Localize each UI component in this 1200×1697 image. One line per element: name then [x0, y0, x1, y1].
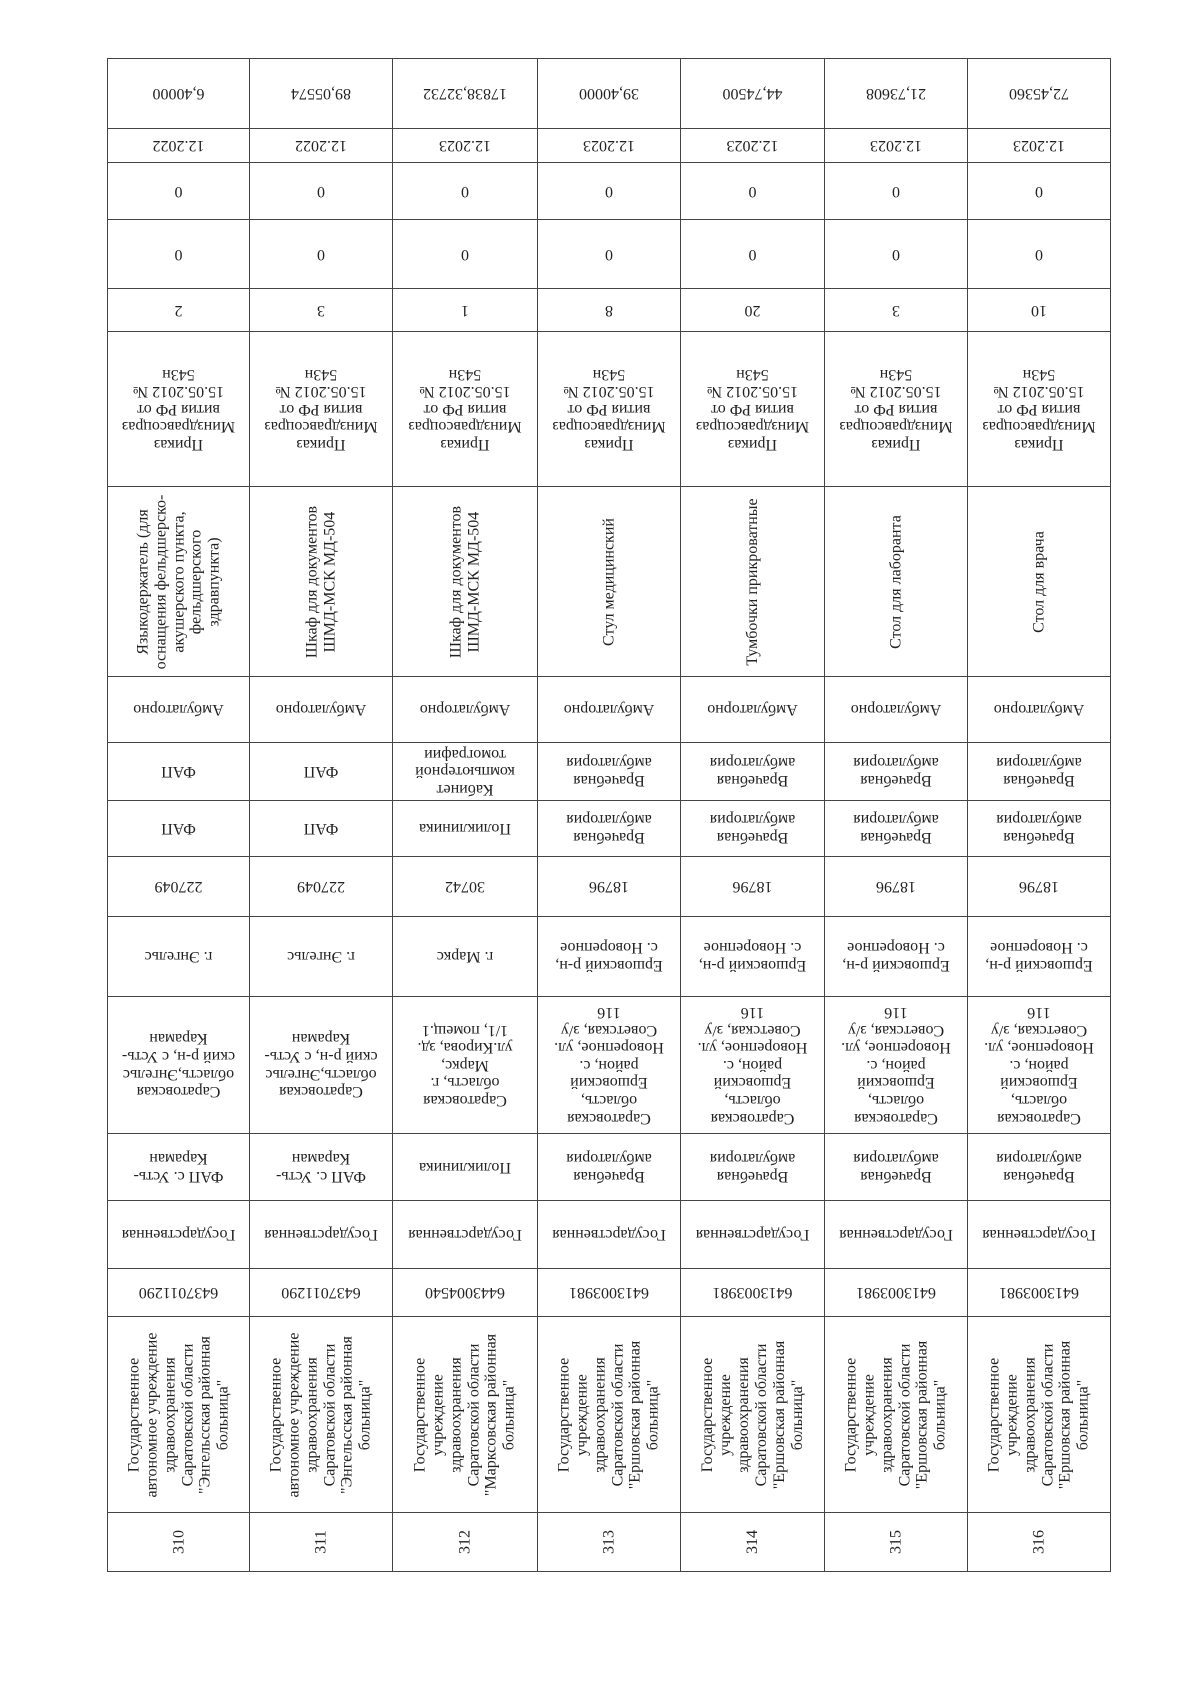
cell-text: Амбулаторно	[133, 701, 224, 719]
table-cell-care-type	[968, 676, 1110, 742]
cell-text: Тумбочки прикроватные	[743, 497, 761, 666]
table-cell-locality	[250, 916, 392, 996]
cell-text: 311	[312, 1530, 330, 1554]
table-cell-avail-b	[393, 162, 537, 219]
table-cell-avail-b	[968, 162, 1110, 219]
table-cell-unit	[538, 742, 680, 800]
cell-text: Ершовский р-н, с. Новорепное	[555, 939, 663, 975]
cell-text: 12.2023	[726, 137, 779, 155]
cell-text: 0	[461, 182, 469, 200]
table-cell-subdivision	[538, 1133, 680, 1200]
table-cell-institution	[538, 1316, 680, 1512]
cell-text: Государственное автономное учреждение здравоохранения Саратовской области "Энгельсская районная больница"	[267, 1332, 374, 1497]
cell-text: Врачебная амбулатория	[853, 1150, 939, 1185]
cell-text: Стол для лаборанта	[887, 514, 905, 649]
table-cell-address	[968, 996, 1110, 1133]
cell-text: 6437011290	[138, 1284, 219, 1302]
table-cell-care-type	[538, 676, 680, 742]
cell-text: 0	[174, 182, 183, 200]
table-cell-inn	[825, 1268, 967, 1316]
cell-text: 0	[748, 245, 757, 263]
cell-text: 0	[892, 182, 900, 200]
table-cell-standard	[538, 331, 680, 486]
cell-text: Саратовская область, г. Маркс, ул.Кирова, зд. 1/1, помещ.1	[417, 1021, 513, 1109]
cell-text: 0	[748, 182, 757, 200]
cell-text: 313	[600, 1530, 618, 1554]
table-cell-care-profile	[538, 800, 680, 856]
cell-text: Языкодержатель (для оснащения фельдшерско- акушерского пункта, фельдшерского здравпункта)	[133, 494, 223, 669]
cell-text: 17838,32732	[423, 85, 507, 103]
cell-text: 0	[1035, 245, 1043, 263]
cell-text: Саратовская область,Энгельс ский р-н, с Усть- Караман	[264, 1030, 378, 1101]
table-cell-inn	[681, 1268, 824, 1316]
cell-text: 89,05574	[291, 85, 351, 103]
cell-text: 0	[892, 245, 900, 263]
table-cell-avail-b	[108, 162, 249, 219]
table-cell-locality	[393, 916, 537, 996]
table-cell-care-profile	[968, 800, 1110, 856]
table-cell-care-type	[250, 676, 392, 742]
table-cell-standard	[681, 331, 824, 486]
table-cell-equipment	[825, 486, 967, 676]
cell-text: Государственное учреждение здравоохранения Саратовской области "Ершовская районная больница"	[555, 1340, 662, 1489]
table-cell-need	[968, 288, 1110, 331]
cell-text: Кабинет компьютерной томографии	[415, 745, 515, 798]
table-cell-num	[681, 1512, 824, 1572]
table-cell-avail-b	[538, 162, 680, 219]
table-cell-unit	[393, 742, 537, 800]
table-cell-locality	[825, 916, 967, 996]
cell-text: Шкаф для документов ШМД-МСК МД-504	[447, 505, 482, 658]
cell-text: Амбулаторно	[419, 701, 511, 719]
table-cell-equipment	[968, 486, 1110, 676]
cell-text: Государственная	[982, 1226, 1096, 1244]
table-cell-population	[681, 856, 824, 916]
table-cell-inn	[968, 1268, 1110, 1316]
cell-text: 18796	[732, 878, 773, 896]
table-cell-term	[538, 128, 680, 162]
table-cell-population	[968, 856, 1110, 916]
table-cell-num	[968, 1512, 1110, 1572]
cell-text: 12.2023	[583, 137, 635, 155]
cell-text: 6,40000	[152, 85, 205, 103]
cell-text: Амбулаторно	[993, 701, 1085, 719]
table-cell-term	[681, 128, 824, 162]
cell-text: 314	[743, 1530, 761, 1554]
table-cell-need	[393, 288, 537, 331]
cell-text: Стул медицинский	[600, 517, 618, 646]
cell-text: Саратовская область,Энгельс ский р-н, с Усть- Караман	[121, 1030, 236, 1101]
cell-text: Приказ Минздравсоцраз вития РФ от 15.05.2012 № 543н	[839, 365, 953, 453]
cell-text: 310	[169, 1530, 187, 1554]
table-cell-avail-a	[538, 219, 680, 288]
cell-text: 3	[892, 301, 900, 319]
cell-text: Саратовская область, Ершовский район, с. Новорепное, ул. Советская, з/у 116	[697, 1004, 808, 1127]
cell-text: 30742	[445, 878, 485, 896]
table-cell-avail-b	[250, 162, 392, 219]
cell-text: Государственная	[408, 1226, 522, 1244]
cell-text: Врачебная амбулатория	[709, 1150, 796, 1185]
cell-text: Врачебная амбулатория	[996, 1150, 1082, 1185]
table-cell-standard	[250, 331, 392, 486]
cell-text: 12.2023	[1013, 137, 1065, 155]
cell-text: г. Энгельс	[287, 948, 355, 966]
table-cell-care-type	[681, 676, 824, 742]
cell-text: Амбулаторно	[707, 701, 798, 719]
table-row	[250, 58, 393, 1572]
cell-text: Поликлиника	[419, 1158, 511, 1176]
table-cell-cost	[681, 58, 824, 128]
table-cell-ownership	[108, 1200, 249, 1268]
cell-text: 6443004540	[425, 1284, 505, 1302]
table-cell-need	[538, 288, 680, 331]
cell-text: 0	[605, 182, 613, 200]
cell-text: г. Маркс	[436, 948, 494, 966]
table-cell-institution	[250, 1316, 392, 1512]
cell-text: Врачебная амбулатория	[709, 754, 796, 790]
table-row	[107, 58, 250, 1572]
table-row	[968, 58, 1111, 1572]
cell-text: 72,45360	[1009, 85, 1069, 103]
cell-text: Врачебная амбулатория	[566, 1150, 652, 1185]
cell-text: Саратовская область, Ершовский район, с. Новорепное, ул. Советская, з/у 116	[984, 1004, 1094, 1127]
cell-text: 18796	[876, 878, 916, 896]
cell-text: Государственная	[839, 1226, 953, 1244]
table-cell-num	[538, 1512, 680, 1572]
table-cell-ownership	[250, 1200, 392, 1268]
cell-text: 6413003981	[999, 1284, 1079, 1302]
cell-text: 12.2022	[295, 137, 347, 155]
table-cell-care-profile	[250, 800, 392, 856]
table-cell-locality	[108, 916, 249, 996]
cell-text: Ершовский р-н, с. Новорепное	[842, 939, 950, 975]
table-cell-unit	[968, 742, 1110, 800]
table-cell-equipment	[538, 486, 680, 676]
table-cell-num	[393, 1512, 537, 1572]
table-cell-equipment	[681, 486, 824, 676]
cell-text: Ершовский р-н, с. Новорепное	[985, 939, 1093, 975]
cell-text: ФАП	[303, 763, 339, 781]
table-cell-ownership	[968, 1200, 1110, 1268]
cell-text: Государственная	[264, 1226, 378, 1244]
table-cell-locality	[538, 916, 680, 996]
cell-text: 6413003981	[569, 1284, 649, 1302]
table-cell-inn	[108, 1268, 249, 1316]
table-row	[538, 58, 681, 1572]
cell-text: 0	[317, 182, 325, 200]
table-cell-unit	[681, 742, 824, 800]
table-cell-avail-a	[250, 219, 392, 288]
cell-text: Приказ Минздравсоцраз вития РФ от 15.05.2012 № 543н	[695, 365, 810, 453]
table-cell-need	[681, 288, 824, 331]
cell-text: Приказ Минздравсоцраз вития РФ от 15.05.2012 № 543н	[982, 365, 1096, 453]
cell-text: г. Энгельс	[144, 948, 213, 966]
table-cell-care-type	[108, 676, 249, 742]
table-cell-avail-a	[393, 219, 537, 288]
table-cell-population	[538, 856, 680, 916]
table-cell-institution	[108, 1316, 249, 1512]
table-row	[681, 58, 825, 1572]
cell-text: Амбулаторно	[850, 701, 942, 719]
cell-text: ФАП	[303, 820, 339, 838]
cell-text: Государственное учреждение здравоохранения Саратовской области "Ершовская районная больница"	[985, 1340, 1092, 1489]
cell-text: 315	[887, 1530, 905, 1554]
table-cell-avail-a	[825, 219, 967, 288]
table-cell-need	[825, 288, 967, 331]
cell-text: 39,40000	[579, 85, 639, 103]
cell-text: Государственная	[552, 1226, 666, 1244]
table-cell-cost	[108, 58, 249, 128]
cell-text: 12.2022	[152, 137, 205, 155]
table-cell-ownership	[825, 1200, 967, 1268]
cell-text: Врачебная амбулатория	[566, 811, 652, 847]
table-cell-institution	[968, 1316, 1110, 1512]
table-cell-standard	[393, 331, 537, 486]
table-cell-unit	[108, 742, 249, 800]
cell-text: Врачебная амбулатория	[853, 811, 939, 847]
table-cell-population	[825, 856, 967, 916]
table-cell-subdivision	[250, 1133, 392, 1200]
table-cell-avail-b	[825, 162, 967, 219]
table-cell-care-profile	[681, 800, 824, 856]
table-cell-cost	[968, 58, 1110, 128]
table-cell-address	[825, 996, 967, 1133]
cell-text: 20	[744, 301, 761, 319]
cell-text: 0	[605, 245, 613, 263]
cell-text: Приказ Минздравсоцраз вития РФ от 15.05.2012 № 543н	[408, 365, 522, 453]
table-cell-avail-b	[681, 162, 824, 219]
table-cell-population	[250, 856, 392, 916]
cell-text: Ершовский р-н, с. Новорепное	[698, 939, 807, 975]
table-cell-address	[681, 996, 824, 1133]
cell-text: Саратовская область, Ершовский район, с. Новорепное, ул. Советская, з/у 116	[554, 1004, 664, 1127]
table-cell-ownership	[538, 1200, 680, 1268]
cell-text: Государственное учреждение здравоохранения Саратовской области "Ершовская районная больница"	[842, 1340, 949, 1489]
table-cell-locality	[968, 916, 1110, 996]
table-cell-subdivision	[825, 1133, 967, 1200]
cell-text: Врачебная амбулатория	[996, 754, 1082, 790]
table-cell-cost	[538, 58, 680, 128]
cell-text: 312	[456, 1530, 474, 1554]
table-cell-num	[250, 1512, 392, 1572]
cell-text: 18796	[589, 878, 629, 896]
cell-text: 6437011290	[281, 1284, 361, 1302]
cell-text: Государственное учреждение здравоохранения Саратовской области "Марксовская районная больница"	[411, 1333, 518, 1496]
table-cell-standard	[825, 331, 967, 486]
table-row	[825, 58, 968, 1572]
table-cell-locality	[681, 916, 824, 996]
table-cell-equipment	[250, 486, 392, 676]
table-row	[393, 58, 538, 1572]
cell-text: 227049	[154, 878, 203, 896]
cell-text: Приказ Минздравсоцраз вития РФ от 15.05.2012 № 543н	[552, 365, 666, 453]
table-cell-term	[968, 128, 1110, 162]
cell-text: Амбулаторно	[275, 701, 367, 719]
cell-text: Государственная	[695, 1226, 810, 1244]
cell-text: 0	[174, 245, 183, 263]
cell-text: Поликлиника	[419, 820, 511, 838]
table-cell-cost	[825, 58, 967, 128]
table-cell-address	[250, 996, 392, 1133]
cell-text: Амбулаторно	[563, 701, 655, 719]
cell-text: 0	[461, 245, 469, 263]
table-cell-avail-a	[108, 219, 249, 288]
cell-text: Государственная	[121, 1226, 236, 1244]
table-cell-care-profile	[825, 800, 967, 856]
table-cell-ownership	[393, 1200, 537, 1268]
cell-text: Врачебная амбулатория	[566, 754, 652, 790]
cell-text: Врачебная амбулатория	[853, 754, 939, 790]
table-cell-care-profile	[108, 800, 249, 856]
table-cell-need	[250, 288, 392, 331]
cell-text: ФАП с. Усть- Караман	[276, 1150, 366, 1185]
cell-text: Шкаф для документов ШМД-МСК МД-504	[303, 505, 338, 658]
table-cell-institution	[681, 1316, 824, 1512]
cell-text: 0	[1035, 182, 1043, 200]
cell-text: 18796	[1019, 878, 1059, 896]
cell-text: Врачебная амбулатория	[709, 811, 796, 847]
table-cell-population	[393, 856, 537, 916]
cell-text: 6413003981	[856, 1284, 936, 1302]
table-cell-subdivision	[681, 1133, 824, 1200]
table-cell-institution	[825, 1316, 967, 1512]
cell-text: 227049	[297, 878, 345, 896]
table-cell-unit	[825, 742, 967, 800]
table-cell-care-type	[393, 676, 537, 742]
cell-text: ФАП	[161, 763, 196, 781]
table-cell-need	[108, 288, 249, 331]
cell-text: Государственное автономное учреждение здравоохранения Саратовской области "Энгельсская районная больница"	[124, 1332, 232, 1497]
cell-text: Государственное учреждение здравоохранения Саратовской области "Ершовская районная больница"	[698, 1340, 806, 1489]
table-cell-avail-a	[681, 219, 824, 288]
table-cell-inn	[538, 1268, 680, 1316]
table-cell-inn	[250, 1268, 392, 1316]
table-cell-subdivision	[393, 1133, 537, 1200]
cell-text: 10	[1031, 301, 1047, 319]
table-cell-equipment	[393, 486, 537, 676]
table-cell-standard	[108, 331, 249, 486]
table-cell-inn	[393, 1268, 537, 1316]
cell-text: Врачебная амбулатория	[996, 811, 1082, 847]
table-cell-ownership	[681, 1200, 824, 1268]
table-cell-address	[108, 996, 249, 1133]
cell-text: Саратовская область, Ершовский район, с. Новорепное, ул. Советская, з/у 116	[841, 1004, 951, 1127]
table-cell-institution	[393, 1316, 537, 1512]
cell-text: 12.2023	[439, 137, 491, 155]
table-cell-cost	[393, 58, 537, 128]
table-cell-address	[538, 996, 680, 1133]
table-cell-term	[393, 128, 537, 162]
table-cell-care-type	[825, 676, 967, 742]
table-cell-subdivision	[968, 1133, 1110, 1200]
table-cell-address	[393, 996, 537, 1133]
table-cell-num	[825, 1512, 967, 1572]
table-cell-avail-a	[968, 219, 1110, 288]
cell-text: 316	[1030, 1530, 1048, 1554]
cell-text: 12.2023	[870, 137, 922, 155]
table-cell-num	[108, 1512, 249, 1572]
cell-text: 2	[174, 301, 183, 319]
cell-text: 44,74500	[722, 85, 783, 103]
table-cell-cost	[250, 58, 392, 128]
table-cell-equipment	[108, 486, 249, 676]
cell-text: ФАП	[161, 820, 196, 838]
cell-text: Приказ Минздравсоцраз вития РФ от 15.05.2012 № 543н	[121, 365, 236, 453]
cell-text: 6413003981	[712, 1284, 793, 1302]
table-cell-standard	[968, 331, 1110, 486]
cell-text: 0	[317, 245, 325, 263]
cell-text: 1	[461, 301, 469, 319]
cell-text: 8	[605, 301, 613, 319]
cell-text: Стол для врача	[1030, 530, 1048, 633]
cell-text: 3	[317, 301, 325, 319]
table-cell-unit	[250, 742, 392, 800]
table-cell-term	[108, 128, 249, 162]
table-cell-population	[108, 856, 249, 916]
cell-text: ФАП с. Усть- Караман	[133, 1150, 224, 1185]
table-cell-term	[825, 128, 967, 162]
table-cell-term	[250, 128, 392, 162]
cell-text: 21,73608	[866, 85, 926, 103]
table-cell-care-profile	[393, 800, 537, 856]
table-cell-subdivision	[108, 1133, 249, 1200]
cell-text: Приказ Минздравсоцраз вития РФ от 15.05.2012 № 543н	[264, 365, 378, 453]
